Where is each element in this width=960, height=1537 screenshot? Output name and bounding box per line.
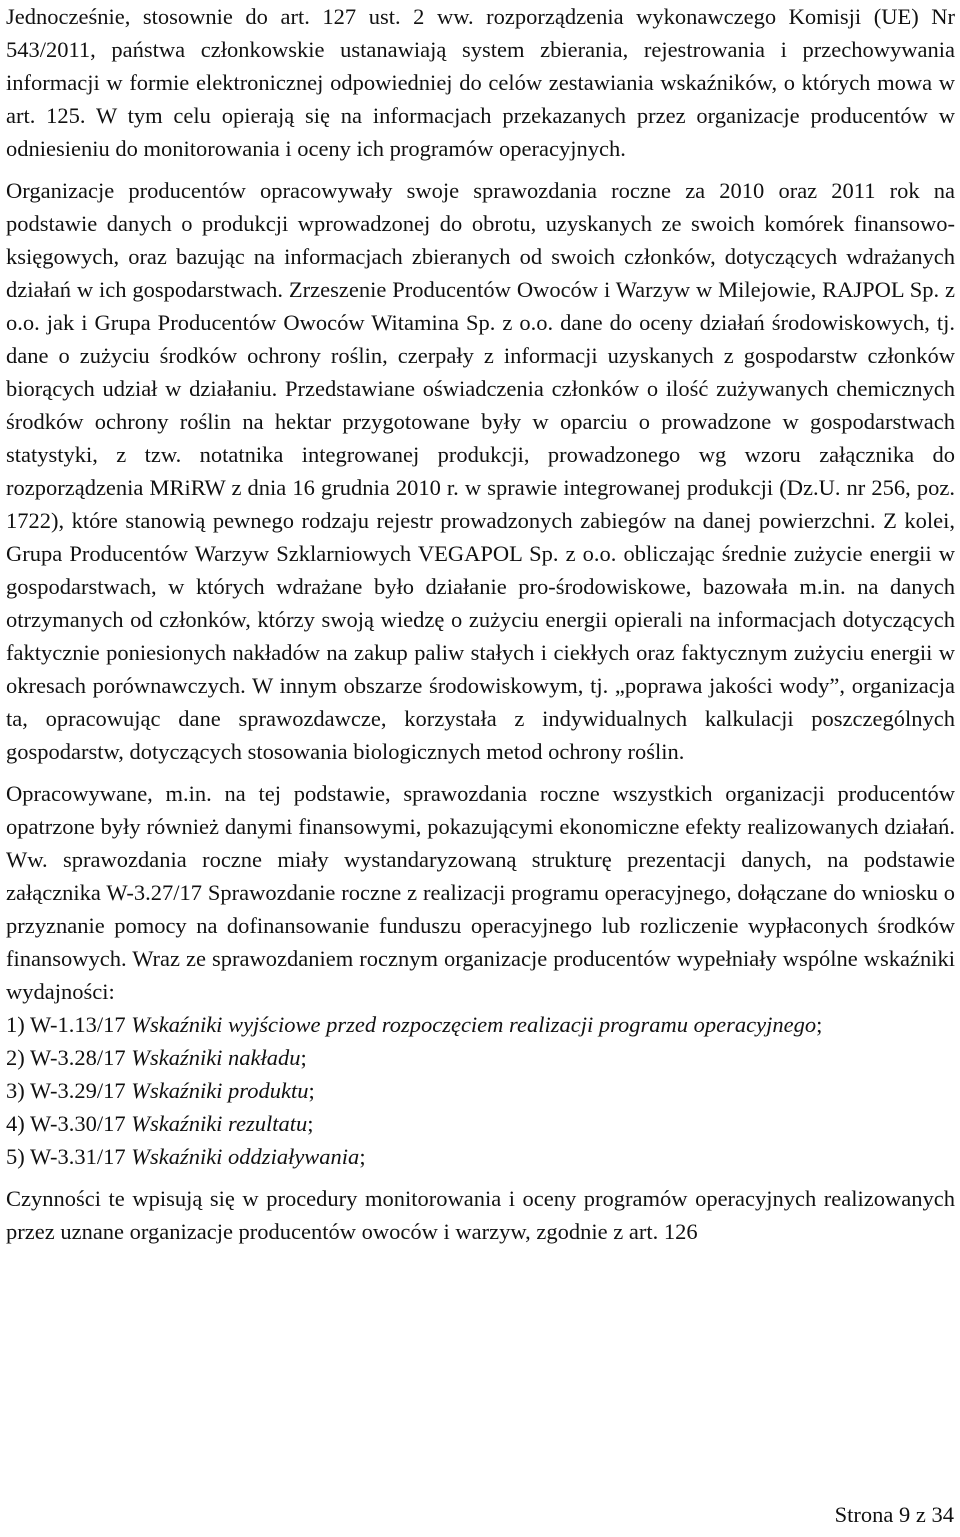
list-item-title: Wskaźniki wyjściowe przed rozpoczęciem realizacji programu operacyjnego — [131, 1012, 817, 1037]
list-item-code: 2) W-3.28/17 — [6, 1045, 132, 1070]
paragraph-2: Organizacje producentów opracowywały swoje sprawozdania roczne za 2010 oraz 2011 rok na podstawie danych o produkcji wprowadzonej do obrotu, uzyskanych ze swoich komórek finansowo-księgowych, oraz bazując na informacjach zbieranych od swoich członków, dotyczących wdrażanych działań w ich gospodarstwach. Zrzeszenie Producentów Owoców i Warzyw w Milejowie, RAJPOL Sp. z o.o. jak i Grupa Producentów Owoców Witamina Sp. z o.o. dane do oceny działań środowiskowych, tj. dane o zużyciu środków ochrony roślin, czerpały z informacji uzyskanych z gospodarstw członków biorących udział w działaniu. Przedstawiane oświadczenia członków o ilość zużywanych chemicznych środków ochrony roślin na hektar przygotowane były w oparciu o prowadzone w gospodarstwach statystyki, z tzw. notatnika integrowanej produkcji, prowadzonego wg wzoru załącznika do rozporządzenia MRiRW z dnia 16 grudnia 2010 r. w sprawie integrowanej produkcji (Dz.U. nr 256, poz. 1722), które stanowią pewnego rodzaju rejestr prowadzonych zabiegów na danej powierzchni. Z kolei, Grupa Producentów Warzyw Szklarniowych VEGAPOL Sp. z o.o. obliczając średnie zużycie energii w gospodarstwach, w których wdrażane było działanie pro-środowiskowe, bazowała m.in. na danych otrzymanych od członków, którzy swoją wiedzę o zużyciu energii opierali na informacjach dotyczących faktycznie poniesionych nakładów na zakup paliw stałych i ciekłych oraz faktycznym zużyciu energii w okresach porównawczych. W innym obszarze środowiskowym, tj. „poprawa jakości wody”, organizacja ta, opracowując dane sprawozdawcze, korzystała z indywidualnych kalkulacji poszczególnych gospodarstw, dotyczących stosowania biologicznych metod ochrony roślin. — [6, 178, 955, 764]
list-item-end: ; — [300, 1045, 307, 1070]
document-page — [6, 0, 955, 1248]
list-item-4 — [6, 1107, 955, 1140]
list-item-title: Wskaźniki nakładu — [131, 1045, 301, 1070]
list-item-end: ; — [359, 1144, 366, 1169]
list-item-end: ; — [816, 1012, 823, 1037]
list-item-1 — [6, 1008, 955, 1041]
paragraph-3: Opracowywane, m.in. na tej podstawie, sprawozdania roczne wszystkich organizacji producentów opatrzone były również danymi finansowymi, pokazującymi ekonomiczne efekty realizowanych działań. Ww. sprawozdania roczne miały wystandaryzowaną strukturę prezentacji danych, na podstawie załącznika W-3.27/17 Sprawozdanie roczne z realizacji programu operacyjnego, dołączane do wniosku o przyznanie pomocy na dofinansowanie funduszu operacyjnego lub rozliczenie wypłaconych środków finansowych. Wraz ze sprawozdaniem rocznym organizacje producentów wypełniały wspólne wskaźniki wydajności: — [6, 781, 955, 1004]
paragraph-1: Jednocześnie, stosownie do art. 127 ust. 2 ww. rozporządzenia wykonawczego Komisji (UE) Nr 543/2011, państwa członkowskie ustanawiają system zbierania, rejestrowania i przechowywania informacji w formie elektronicznej odpowiedniej do celów zestawiania wskaźników, o których mowa w art. 125. W tym celu opierają się na informacjach przekazanych przez organizacje producentów w odniesieniu do monitorowania i oceny ich programów operacyjnych. — [6, 4, 955, 161]
list-item-title: Wskaźniki produktu — [131, 1078, 309, 1103]
list-item-code: 4) W-3.30/17 — [6, 1111, 132, 1136]
list-item-code: 5) W-3.31/17 — [6, 1144, 132, 1169]
list-item-end: ; — [308, 1078, 315, 1103]
list-item-code: 3) W-3.29/17 — [6, 1078, 132, 1103]
list-item-end: ; — [307, 1111, 314, 1136]
closing-paragraph: Czynności te wpisują się w procedury monitorowania i oceny programów operacyjnych realizowanych przez uznane organizacje producentów owoców i warzyw, zgodnie z art. 126 — [6, 1186, 955, 1244]
list-item-5 — [6, 1140, 955, 1173]
list-item-title: Wskaźniki rezultatu — [131, 1111, 308, 1136]
indicator-list — [6, 1008, 955, 1173]
list-item-2 — [6, 1041, 955, 1074]
page-number: Strona 9 z 34 — [834, 1502, 954, 1527]
list-item-code: 1) W-1.13/17 — [6, 1012, 132, 1037]
list-item-title: Wskaźniki oddziaływania — [131, 1144, 360, 1169]
list-item-3 — [6, 1074, 955, 1107]
